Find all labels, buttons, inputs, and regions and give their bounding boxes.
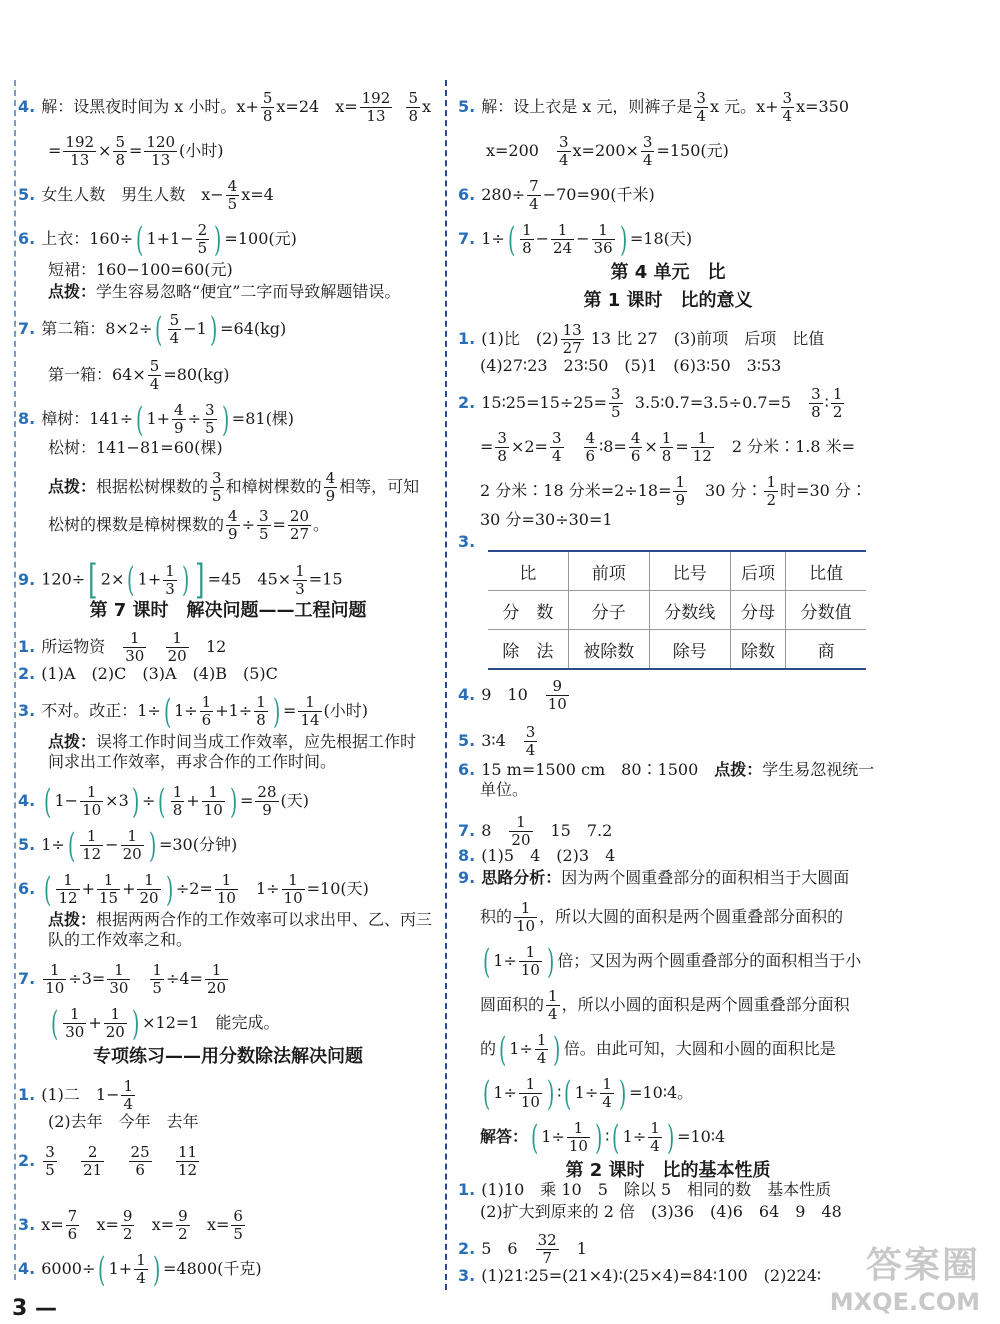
fraction: $\frac{1}{8}$ [256, 693, 266, 729]
ratio-answer-9b: 积的 $\frac{1}{10}$ ，所以大圆的面积是两个圆重叠部分面积的 [480, 899, 844, 935]
work-answer-5: 5. 1÷( $\frac{1}{12}$ − $\frac{1}{20}$ ) =30(分钟) [18, 825, 238, 866]
fraction: $\frac{3}{5}$ [212, 469, 222, 505]
fraction: $\frac{1}{12}$ [692, 429, 712, 465]
fraction: $\frac{1}{20}$ [105, 1005, 125, 1041]
ratio-answer-7: 7. 8 $\frac{1}{20}$ 15 7.2 [458, 813, 613, 849]
work-answer-6: 6. ( $\frac{1}{12}$ + $\frac{1}{15}$ + $\frac{1}{20}$ ) ÷2= $\frac{1}{10}$ 1÷ $\frac{1}{10}$ =10(天) [18, 869, 369, 910]
ratio-answer-2c: 2 分米∶18 分米=2÷18= $\frac{1}{9}$ 30 分∶ $\frac{1}{2}$ 时=30 分∶ [480, 473, 867, 509]
fraction: $\frac{3}{5}$ [258, 507, 269, 543]
hint: 点拨：根据松树棵数的 $\frac{3}{5}$ 和樟树棵数的 $\frac{4}{9}$ 相等，可知 [48, 469, 420, 505]
fraction: $\frac{3}{8}$ [497, 429, 507, 465]
fraction: $\frac{1}{4}$ [650, 1119, 660, 1155]
ratio-answer-4: 4. 9 10 $\frac{9}{10}$ [458, 677, 567, 713]
column-divider [445, 80, 447, 1290]
fraction: $\frac{2}{21}$ [83, 1143, 103, 1179]
answer-7-first-box: 第一箱：64× $\frac{5}{4}$ =80(kg) [48, 357, 230, 393]
hint-continued: 间求出工作效率，再求合作的工作时间。 [48, 752, 337, 771]
ratio-answer-2: 2. 15∶25=15÷25= $\frac{3}{5}$ 3.5∶0.7=3.5÷0.7=5 $\frac{3}{8}$ ∶ $\frac{1}{2}$ [458, 385, 843, 421]
fraction: $\frac{5}{4}$ [169, 311, 180, 347]
fraction: $\frac{3}{5}$ [611, 385, 621, 421]
fraction: $\frac{28}{9}$ [257, 783, 277, 819]
hint: 点拨：根据两两合作的工作效率可以求出甲、乙、丙三 [48, 910, 433, 929]
fraction: $\frac{3}{4}$ [558, 133, 569, 169]
fraction: $\frac{1}{12}$ [58, 871, 78, 907]
fraction: $\frac{3}{4}$ [782, 89, 793, 125]
fraction: $\frac{4}{6}$ [585, 429, 596, 465]
fraction: $\frac{1}{5}$ [152, 961, 162, 997]
fraction: $\frac{13}{27}$ [562, 321, 582, 357]
table-cell: 被除数 [568, 630, 649, 670]
table-cell: 商 [786, 630, 866, 670]
ratio-answer-9: 9. 思路分析：因为两个圆重叠部分的面积相当于大圆面 [458, 868, 850, 887]
fraction: $\frac{3}{4}$ [551, 429, 562, 465]
fraction: $\frac{1}{10}$ [520, 943, 540, 979]
watermark-logo [830, 1237, 980, 1316]
fraction: $\frac{1}{12}$ [82, 827, 102, 863]
table-cell: 比值 [786, 551, 866, 591]
answer-9: 9. 120÷[ 2×( 1+ $\frac{1}{3}$ ) ] =45 45× $\frac{1}{3}$ =15 [18, 557, 343, 603]
fraction: $\frac{1}{10}$ [216, 871, 236, 907]
hint-continued: 队的工作效率之和。 [48, 930, 193, 949]
work-answer-3: 3. 不对。改正：1÷( 1÷ $\frac{1}{6}$ +1÷ $\frac{1}{8}$ ) = $\frac{1}{14}$ (小时) [18, 691, 369, 732]
ratio-answer-2b: = $\frac{3}{8}$ ×2= $\frac{3}{4}$ $\frac{4}{6}$ ∶8= $\frac{4}{6}$ × $\frac{1}{8}$ = $\frac{1}{12}$ 2 分米∶1.8 米= [480, 429, 856, 465]
fraction: $\frac{3}{5}$ [204, 401, 215, 437]
fraction: $\frac{4}{9}$ [325, 469, 336, 505]
table-cell: 分母 [730, 591, 786, 630]
table-cell: 比号 [649, 551, 730, 591]
answer-6-skirt: 短裙：160−100=60(元) [48, 260, 233, 279]
ratio-answer-6: 6. 15 m=1500 cm 80∶1500 点拨：学生易忽视统一 [458, 760, 875, 779]
table-cell: 除数 [730, 630, 786, 670]
practice-answer-3: 3. x= $\frac{7}{6}$ x= $\frac{9}{2}$ x= $\frac{9}{2}$ x= $\frac{6}{5}$ [18, 1207, 243, 1243]
property-answer-2: 2. 5 6 $\frac{32}{7}$ 1 [458, 1231, 587, 1267]
fraction: $\frac{5}{8}$ [262, 89, 273, 125]
fraction: $\frac{1}{10}$ [203, 783, 223, 819]
table-cell: 分数线 [649, 591, 730, 630]
answer-4: 4. 解：设黑夜时间为 x 小时。x+ $\frac{5}{8}$ x=24 x= $\frac{192}{13}$ $\frac{5}{8}$ x [18, 89, 432, 125]
answer-5-step: x=200 $\frac{3}{4}$ x=200× $\frac{3}{4}$ =150(元) [486, 133, 729, 169]
fraction: $\frac{120}{13}$ [146, 133, 176, 169]
ratio-answer-8: 8. (1)5 4 (2)3 4 [458, 846, 616, 865]
answer-7: 7. 第二箱：8×2÷( $\frac{5}{4}$ −1) =64(kg) [18, 309, 287, 350]
fraction: $\frac{1}{20}$ [511, 813, 531, 849]
fraction: $\frac{4}{9}$ [228, 507, 238, 543]
table-cell: 分数值 [786, 591, 866, 630]
fraction: $\frac{1}{24}$ [553, 221, 573, 257]
ratio-answer-1: 1. (1)比 (2) $\frac{13}{27}$ 13 比 27 (3)前项 后项 比值 [458, 321, 825, 357]
fraction: $\frac{5}{4}$ [149, 357, 160, 393]
fraction: $\frac{1}{2}$ [832, 385, 843, 421]
property-answer-1: 1. (1)10 乘 10 5 除以 5 相同的数 基本性质 [458, 1180, 832, 1199]
ratio-answer-9f: ( 1÷ $\frac{1}{10}$ ) ∶( 1÷ $\frac{1}{4}$ ) =10∶4。 [482, 1073, 694, 1114]
fraction: $\frac{1}{10}$ [520, 1075, 540, 1111]
ratio-answer-2d: 30 分=30÷30=1 [480, 510, 613, 529]
practice-answer-1: 1. (1)二 1− $\frac{1}{4}$ [18, 1077, 134, 1113]
fraction: $\frac{1}{30}$ [109, 961, 129, 997]
ratio-answer-3: 3. [458, 532, 476, 551]
fraction: $\frac{32}{7}$ [537, 1231, 557, 1267]
practice-answer-2: 2. $\frac{3}{5}$ $\frac{2}{21}$ $\frac{25}{6}$ $\frac{11}{12}$ [18, 1143, 198, 1179]
fraction: $\frac{192}{13}$ [65, 133, 95, 169]
fraction: $\frac{1}{30}$ [125, 629, 145, 665]
fraction: $\frac{25}{6}$ [130, 1143, 150, 1179]
table-row [488, 591, 866, 630]
hint: 点拨：误将工作时间当成工作效率，应先根据工作时 [48, 732, 417, 751]
work-answer-2: 2. (1)A (2)C (3)A (4)B (5)C [18, 664, 278, 683]
ratio-answer-6b: 单位。 [480, 780, 529, 799]
table-cell: 比 [488, 551, 568, 591]
answer-5: 5. 女生人数 男生人数 x− $\frac{4}{5}$ x=4 [18, 177, 274, 213]
answer-5: 5. 解：设上衣是 x 元，则裤子是 $\frac{3}{4}$ x 元。x+ $\frac{3}{4}$ x=350 [458, 89, 850, 125]
practice-answer-4: 4. 6000÷( 1+ $\frac{1}{4}$ ) =4800(千克) [18, 1249, 262, 1290]
fraction: $\frac{1}{4}$ [602, 1075, 612, 1111]
fraction: $\frac{1}{9}$ [675, 473, 686, 509]
fraction: $\frac{1}{15}$ [98, 871, 119, 907]
answer-6: 6. 280÷ $\frac{7}{4}$ −70=90(千米) [458, 177, 655, 213]
ratio-comparison-table [488, 550, 866, 670]
fraction: $\frac{3}{8}$ [811, 385, 821, 421]
ratio-answer-9d: 圆面积的 $\frac{1}{4}$ ，所以小圆的面积是两个圆重叠部分面积 [480, 987, 850, 1023]
property-answer-3: 3. (1)21∶25=(21×4)∶(25×4)=84∶100 (2)224∶ [458, 1266, 822, 1285]
fraction: $\frac{1}{10}$ [45, 961, 65, 997]
fraction: $\frac{4}{6}$ [630, 429, 641, 465]
fraction: $\frac{1}{8}$ [661, 429, 672, 465]
fraction: $\frac{1}{14}$ [300, 693, 320, 729]
ratio-answer-9e: 的( 1÷ $\frac{1}{4}$ ) 倍。由此可知，大圆和小圆的面积比是 [480, 1029, 836, 1070]
watermark-text: 答案圈 [865, 1245, 980, 1286]
fraction: $\frac{20}{27}$ [289, 507, 310, 543]
fraction: $\frac{1}{6}$ [201, 693, 212, 729]
fraction: $\frac{1}{4}$ [136, 1251, 146, 1287]
work-answer-7-step: ( $\frac{1}{30}$ + $\frac{1}{20}$ ) ×12=1 能完成。 [50, 1003, 280, 1044]
left-margin-rule [14, 80, 16, 1280]
fraction: $\frac{7}{4}$ [529, 177, 539, 213]
practice-answer-1b: (2)去年 今年 去年 [48, 1112, 199, 1131]
ratio-answer-9-solution: 解答：( 1÷ $\frac{1}{10}$ ) ∶( 1÷ $\frac{1}{4}$ ) =10∶4 [480, 1117, 726, 1158]
answer-8: 8. 樟树：141÷( 1+ $\frac{4}{9}$ ÷ $\frac{3}{5}$ ) =81(棵) [18, 399, 295, 440]
fraction: $\frac{1}{8}$ [172, 783, 183, 819]
work-answer-7: 7. $\frac{1}{10}$ ÷3= $\frac{1}{30}$ $\frac{1}{5}$ ÷4= $\frac{1}{20}$ [18, 961, 227, 997]
fraction: $\frac{11}{12}$ [177, 1143, 198, 1179]
fraction: $\frac{9}{10}$ [547, 677, 567, 713]
table-cell: 分子 [568, 591, 649, 630]
section-heading-lesson-7: 第 7 课时 解决问题——工程问题 [89, 600, 367, 621]
fraction: $\frac{3}{4}$ [642, 133, 653, 169]
table-cell: 除 法 [488, 630, 568, 670]
answer-4-step: = $\frac{192}{13}$ × $\frac{5}{8}$ = $\frac{120}{13}$ (小时) [48, 133, 224, 169]
work-answer-4: 4. ( 1− $\frac{1}{10}$ ×3) ÷( $\frac{1}{8}$ + $\frac{1}{10}$ ) = $\frac{28}{9}$ (天) [18, 781, 310, 822]
fraction: $\frac{6}{5}$ [233, 1207, 243, 1243]
answer-7: 7. 1÷( $\frac{1}{8}$ − $\frac{1}{24}$ − $\frac{1}{36}$ ) =18(天) [458, 219, 693, 260]
fraction: $\frac{3}{5}$ [45, 1143, 55, 1179]
watermark-url: MXQE.COM [829, 1288, 980, 1316]
fraction: $\frac{1}{30}$ [65, 1005, 85, 1041]
fraction: $\frac{1}{20}$ [122, 827, 142, 863]
answer-6: 6. 上衣：160÷( 1+1− $\frac{2}{5}$ ) =100(元) [18, 219, 297, 260]
fraction: $\frac{4}{9}$ [174, 401, 184, 437]
fraction: $\frac{3}{4}$ [696, 89, 706, 125]
fraction: $\frac{1}{4}$ [123, 1077, 134, 1113]
table-cell: 分 数 [488, 591, 568, 630]
fraction: $\frac{1}{10}$ [516, 899, 536, 935]
table-cell: 除号 [649, 630, 730, 670]
fraction: $\frac{5}{8}$ [408, 89, 418, 125]
fraction: $\frac{1}{3}$ [295, 561, 305, 598]
work-answer-1: 1. 所运物资 $\frac{1}{30}$ $\frac{1}{20}$ 12 [18, 629, 227, 665]
fraction: $\frac{4}{5}$ [227, 177, 238, 213]
fraction: $\frac{2}{5}$ [197, 221, 208, 257]
table-cell: 后项 [730, 551, 786, 591]
fraction: $\frac{5}{8}$ [115, 133, 125, 169]
property-answer-1b: (2)扩大到原来的 2 倍 (3)36 (4)6 64 9 48 [480, 1202, 842, 1221]
fraction: $\frac{1}{4}$ [548, 987, 558, 1023]
fraction: $\frac{1}{36}$ [593, 221, 613, 257]
table-cell: 前项 [568, 551, 649, 591]
hint-continued: 松树的棵数是樟树棵数的 $\frac{4}{9}$ ÷ $\frac{3}{5}$ = $\frac{20}{27}$ 。 [48, 507, 330, 543]
fraction: $\frac{1}{3}$ [165, 561, 175, 598]
fraction: $\frac{3}{4}$ [525, 723, 536, 759]
fraction: $\frac{1}{2}$ [766, 473, 777, 509]
fraction: $\frac{1}{4}$ [536, 1031, 547, 1067]
fraction: $\frac{9}{2}$ [122, 1207, 133, 1243]
fraction: $\frac{1}{20}$ [139, 871, 159, 907]
fraction: $\frac{1}{20}$ [206, 961, 227, 997]
fraction: $\frac{7}{6}$ [67, 1207, 78, 1243]
section-heading-special-practice: 专项练习——用分数除法解决问题 [93, 1046, 363, 1067]
fraction: $\frac{192}{13}$ [361, 89, 391, 125]
section-heading-lesson-1: 第 1 课时 比的意义 [583, 290, 753, 311]
ratio-answer-1b: (4)27∶23 23∶50 (5)1 (6)3∶50 3∶53 [480, 356, 782, 375]
fraction: $\frac{9}{2}$ [178, 1207, 188, 1243]
ratio-answer-9c: ( 1÷ $\frac{1}{10}$ ) 倍；又因为两个圆重叠部分的面积相当于小 [482, 941, 862, 982]
fraction: $\frac{1}{10}$ [568, 1119, 588, 1155]
answer-8-pine: 松树：141−81=60(棵) [48, 438, 223, 457]
table-row [488, 630, 866, 670]
fraction: $\frac{1}{8}$ [522, 221, 532, 257]
hint: 点拨：学生容易忽略“便宜”二字而导致解题错误。 [48, 282, 401, 301]
fraction: $\frac{1}{10}$ [82, 783, 102, 819]
table-row [488, 551, 866, 591]
section-heading-lesson-2: 第 2 课时 比的基本性质 [565, 1160, 771, 1181]
fraction: $\frac{1}{20}$ [167, 629, 187, 665]
fraction: $\frac{1}{10}$ [283, 871, 303, 907]
unit-heading: 第 4 单元 比 [610, 262, 726, 283]
page-number: 3 — [12, 1296, 57, 1321]
ratio-answer-5: 5. 3∶4 $\frac{3}{4}$ [458, 723, 536, 759]
